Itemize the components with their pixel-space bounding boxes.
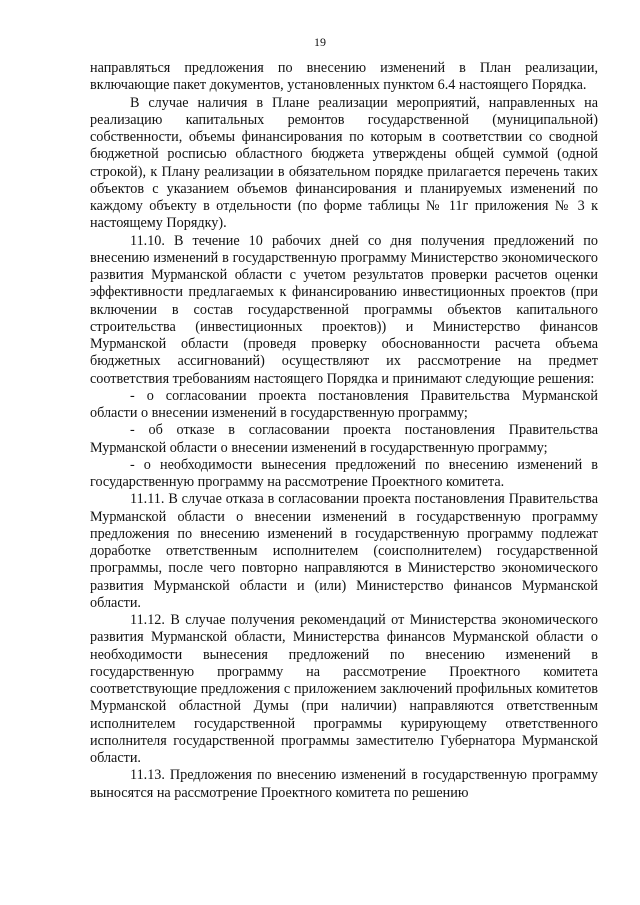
- paragraph-continuation: направляться предложения по внесению изменений в План реализации, включающие пакет документов, установленных пунктом 6.4 настоящего Порядка.: [90, 60, 598, 94]
- paragraph-11-10: 11.10. В течение 10 рабочих дней со дня получения предложений по внесению изменений в государственную программу Министерство экономического развития Мурманской области с учетом результатов проверки расчетов оценки эффективности предлагаемых к финансированию инвестиционных проектов (при включении в состав государственной программы объектов капитального строительства (инвестиционных проектов)) и Министерство финансов Мурманской области (проведя проверку обоснованности расчета объема бюджетных ассигнований) осуществляют их рассмотрение на предмет соответствия требованиям настоящего Порядка и принимают следующие решения:: [90, 232, 598, 387]
- paragraph-capital-repairs: В случае наличия в Плане реализации мероприятий, направленных на реализацию капитальных ремонтов государственной (муниципальной) собственности, объемы финансирования по которым в соответствии со сводной бюджетной росписью областного бюджета утверждены общей суммой (одной строкой), к Плану реализации в обязательном порядке прилагается перечень таких объектов с указанием объемов финансирования и планируемых изменений по каждому объекту в отдельности (по форме таблицы № 11г приложения № 3 к настоящему Порядку).: [90, 94, 598, 232]
- paragraph-11-13: 11.13. Предложения по внесению изменений в государственную программу выносятся на рассмотрение Проектного комитета по решению: [90, 767, 598, 801]
- decision-item-committee: - о необходимости вынесения предложений по внесению изменений в государственную программу на рассмотрение Проектного комитета.: [90, 456, 598, 490]
- decision-item-approval: - о согласовании проекта постановления Правительства Мурманской области о внесении изменений в государственную программу;: [90, 387, 598, 421]
- page-number: 19: [314, 35, 326, 49]
- paragraph-11-12: 11.12. В случае получения рекомендаций от Министерства экономического развития Мурманской области, Министерства финансов Мурманской области о необходимости вынесения предложений по внесению изменений в государственную программу на рассмотрение Проектного комитета соответствующие предложения с приложением заключений профильных комитетов Мурманской областной Думы (при наличии) направляются ответственным исполнителем государственной программы курирующему ответственного исполнителя государственной программы заместителю Губернатора Мурманской области.: [90, 612, 598, 766]
- paragraph-11-11: 11.11. В случае отказа в согласовании проекта постановления Правительства Мурманской области о внесении изменений в государственную программу предложения по внесению изменений в государственную программу подлежат доработке ответственным исполнителем (соисполнителем) государственной программы, после чего повторно направляются в Министерство экономического развития Мурманской области и (или) Министерство финансов Мурманской области.: [90, 491, 598, 611]
- document-body: [90, 60, 598, 802]
- decision-item-refusal: - об отказе в согласовании проекта постановления Правительства Мурманской области о внесении изменений в государственную программу;: [90, 422, 598, 456]
